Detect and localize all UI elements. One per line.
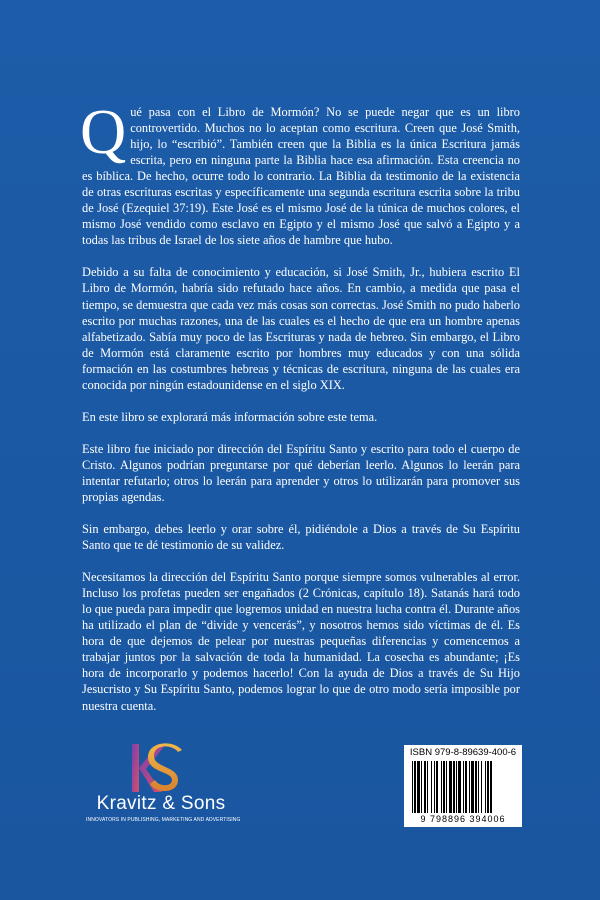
isbn-barcode [404,745,522,827]
barcode-bar [436,761,438,813]
isbn-label: ISBN 979-8-89639-400-6 [409,747,517,758]
barcode-bar [475,761,477,813]
paragraph-6: Necesitamos la dirección del Espíritu Santo porque siempre somos vulnerables al error. Incluso los profetas pueden ser engañados (2 Crónicas, capítulo 18). Satanás hará todo lo que pueda para impedir que logremos unidad en nuestra lucha contra él. Durante años ha utilizado el plan de “divide y vencerás”, y nosotros hemos sido víctimas de él. Es hora de que dejemos de pelear por nuestras pequeñas diferencias y comencemos a trabajar juntos por la salvación de toda la humanidad. La cosecha es abundante; ¡Es hora de incorporarlo y podemos hacerlo! Con la ayuda de Dios a través de Su Hijo Jesucristo y Su Espíritu Santo, podemos lograr lo que de otro modo sería imposible por nuestra cuenta. [82,570,520,713]
barcode-bar [446,761,447,813]
barcode-bar [487,761,489,813]
ks-monogram-icon [128,740,184,798]
barcode-bar [427,761,428,813]
barcode-bar [481,761,482,813]
barcode-bar [443,761,445,813]
barcode-bar [469,761,470,813]
barcode-bar [434,761,435,813]
blurb-text [80,96,520,730]
barcode-bar [431,761,432,813]
publisher-name: Kravitz & Sons [96,793,226,814]
barcode-bar [465,761,467,813]
barcode-number: 9 798896 394006 [420,814,506,824]
paragraph-2: Debido a su falta de conocimiento y educación, si José Smith, Jr., hubiera escrito El Libro de Mormón, habría sido refutado hace años. En cambio, a medida que pasa el tiempo, se demuestra que cada vez más cosas son correctas. José Smith no pudo haberlo escrito por muchas razones, una de las cuales es el hecho de que era un hombre apenas alfabetizado. Sabía muy poco de las Escrituras y nada de hebreo. Sin embargo, el Libro de Mormón está claramente escrito por hombres muy educados y con una sólida formación en las costumbres hebreas y técnicas de escritura, ninguna de las cuales era conocida por ningún estadounidense en el siglo XIX. [82,265,520,392]
barcode-bar [463,761,464,813]
barcode-bar [490,761,492,813]
paragraph-1-text: ué pasa con el Libro de Mormón? No se puede negar que es un libro controvertido. Muchos no lo aceptan como escritura. Creen que José Smith, hijo, lo “escribió”. También creen que la Biblia es la única Escritura jamás escrita, pero en ninguna parte la Biblia hace esa afirmación. Esta creencia no es bíblica. De hecho, ocurre todo lo contrario. La Biblia da testimonio de la existencia de otras escrituras escritas y específicamente una segunda escritura escrita sobre la tribu de José (Ezequiel 37:19). Este José es el mismo José de la túnica de muchos colores, el mismo José vendido como esclavo en Egipto y el mismo José que salvó a Egipto y a todas las tribus de Israel de los siete años de hambre que hubo. [82,105,520,248]
publisher-logo [86,740,241,830]
barcode-bar [485,761,486,813]
barcode-bar [414,761,416,813]
barcode-bar [453,761,455,813]
barcode-bar [421,761,422,813]
barcode-bar [456,761,457,813]
barcode-bar [424,761,426,813]
drop-cap: Q [80,96,127,167]
paragraph-1 [80,96,520,248]
barcode-bar [478,761,479,813]
barcode-bars [412,761,516,813]
paragraph-5: Sin embargo, debes leerlo y orar sobre él, pidiéndole a Dios a través de Su Espíritu Santo que te dé testimonio de su validez. [82,522,520,553]
paragraph-3: En este libro se explorará más información sobre este tema. [82,409,378,424]
barcode-bar [441,761,442,813]
barcode-bar [449,761,452,813]
publisher-tagline: INNOVATORS IN PUBLISHING, MARKETING AND ADVERTISING [86,817,241,823]
barcode-bar [471,761,474,813]
barcode-bar [458,761,461,813]
paragraph-4: Este libro fue iniciado por dirección del Espíritu Santo y escrito para todo el cuerpo de Cristo. Algunos podrían preguntarse por qué deberían leerlo. Algunos lo leerán para intentar refutarlo; otros lo leerán para aprender y otros lo utilizarán para promover sus propias agendas. [82,441,520,504]
barcode-bar [417,761,420,813]
barcode-bar [412,761,413,813]
